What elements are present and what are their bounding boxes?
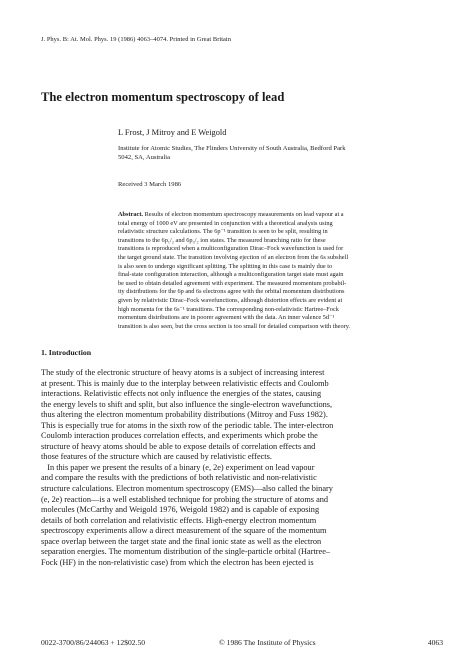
body-line: The study of the electronic structure of heavy atoms is a subject of increasing interest <box>41 368 325 377</box>
abstract-first-line: Results of electron momentum spectroscopy measurements on lead vapour at a <box>144 211 344 218</box>
body-line: details of both correlation and relativistic effects. High-energy electron momentum <box>41 515 317 525</box>
section-heading: 1. Introduction <box>41 348 92 357</box>
body-line: molecules (McCarthy and Weigold 1976, Weigold 1982) and is capable of exposing <box>41 505 320 515</box>
body-line: structure calculations. Electron momentum spectroscopy (EMS)—also called the binary <box>41 484 333 494</box>
abstract-line: momentum distributions are in poorer agreement with the data. An inner valence 5d⁻¹ <box>118 314 335 322</box>
introduction-text <box>41 368 433 568</box>
body-line: thus altering the electron momentum probability distributions (Mitroy and Fuss 1982). <box>41 410 328 420</box>
abstract-line: relativistic structure calculations. The 6p⁻¹ transition is seen to be split, resulting in <box>118 228 328 236</box>
abstract-line: given by relativistic Dirac–Fock wavefunctions, although distortion effects are evident at <box>118 296 343 304</box>
author-list: L Frost, J Mitroy and E Weigold <box>118 128 227 137</box>
abstract-line: transition is also seen, but the cross section is too small for detailed comparison with theory. <box>118 322 351 330</box>
copyright-notice: © 1986 The Institute of Physics <box>219 638 316 647</box>
abstract-line: high momenta for the 6s⁻¹ transitions. The corresponding non-relativistic Hartree–Fock <box>118 305 339 313</box>
abstract-line: is also seen to undergo significant splitting. The splitting in this case is mainly due to <box>118 262 333 270</box>
body-line: at present. This is mainly due to the interplay between relativistic effects and Coulomb <box>41 378 329 388</box>
abstract <box>118 211 448 331</box>
abstract-line: total energy of 1000 eV are presented in conjunction with a theoretical analysis using <box>118 219 333 227</box>
body-line: (e, 2e) reaction—is a well established technique for probing the structure of atoms and <box>41 494 329 504</box>
abstract-line: ity distributions for the 6p and 6s electrons agree with the orbital momentum distributions <box>118 288 345 296</box>
body-line: and compare the results with the predictions of both relativistic and non-relativistic <box>41 473 317 483</box>
body-line: This is especially true for atoms in the sixth row of the periodic table. The inter-electron <box>41 420 334 430</box>
body-line: In this paper we present the results of a binary (e, 2e) experiment on lead vapour <box>41 462 315 472</box>
received-date: Received 3 March 1986 <box>118 181 182 188</box>
abstract-line: transitions is reproduced when a multiconfiguration Dirac–Fock wavefunction is used for <box>118 245 344 253</box>
body-line: spectroscopy experiments allow a direct measurement of the square of the momentum <box>41 526 327 536</box>
affiliation-line: Institute for Atomic Studies, The Flinders University of South Australia, Bedford Park <box>118 145 346 152</box>
issn-code: 0022-3700/86/244063 + 12$02.50 <box>41 638 146 647</box>
page-number: 4063 <box>427 638 443 647</box>
abstract-line: final-state configuration interaction, although a multiconfiguration target state must again <box>118 271 344 279</box>
body-line: Coulomb interaction produces correlation effects, and experiments which probe the <box>41 431 318 441</box>
abstract-line: the target ground state. The transition involving ejection of an electron from the 6s subshell <box>118 253 349 261</box>
body-line: separation energies. The momentum distribution of the single-particle orbital (Hartree– <box>41 547 331 557</box>
body-line: interactions. Relativistic effects not only influence the energies of the states, causing <box>41 389 322 399</box>
abstract-line: be used to obtain detailed agreement with experiment. The measured momentum probabil- <box>118 279 347 287</box>
body-line: the energy levels to shift and split, but also influence the single-electron wavefunctions, <box>41 399 333 409</box>
affiliation-line: 5042, SA, Australia <box>118 153 171 161</box>
abstract-line: transitions to the 6p₁/₂ and 6p₃/₂ ion states. The measured branching ratio for these <box>118 236 326 244</box>
body-line: those features of the structure which are caused by relativistic effects. <box>41 452 272 462</box>
abstract-label: Abstract. <box>118 211 144 218</box>
journal-citation: J. Phys. B: At. Mol. Phys. 19 (1986) 4063–4074. Printed in Great Britain <box>41 36 231 43</box>
body-line: space overlap between the target state and the final ionic state as well as the electron <box>41 536 322 546</box>
affiliation <box>118 145 436 163</box>
body-line: structure of heavy atoms should be able to expose details of correlation effects and <box>41 441 316 451</box>
body-line: Fock (HF) in the non-relativistic case) from which the electron has been ejected is <box>41 557 314 567</box>
abstract-line <box>118 211 448 220</box>
paper-title: The electron momentum spectroscopy of lead <box>41 90 285 104</box>
